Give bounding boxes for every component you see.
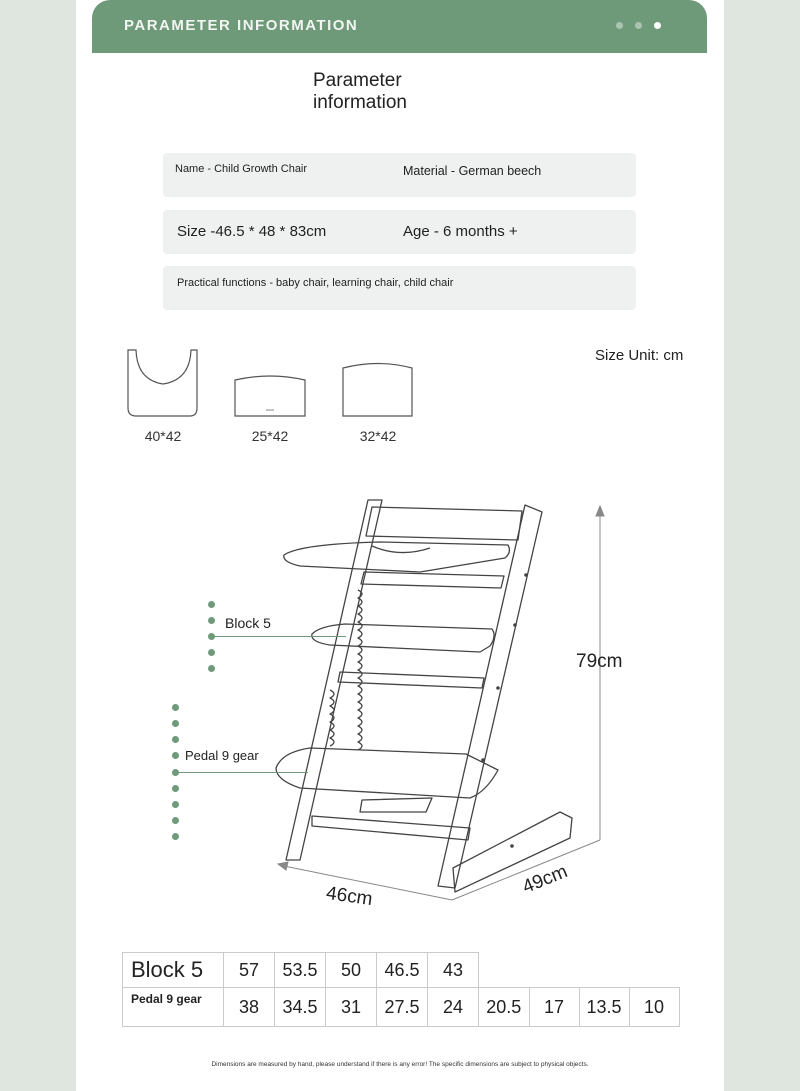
- table-row: [123, 953, 680, 988]
- block-callout-label: Block 5: [225, 615, 271, 631]
- param-name: Name - Child Growth Chair: [175, 163, 308, 175]
- tray-label-1: 40*42: [144, 428, 182, 444]
- pedal-marker-dot: [172, 736, 179, 743]
- table-cell: 13.5: [579, 988, 629, 1027]
- table-cell: 50: [326, 953, 377, 988]
- param-age: Age - 6 months +: [403, 223, 518, 240]
- width-dimension-label: 46cm: [324, 882, 374, 911]
- table-cell: 34.5: [275, 988, 326, 1027]
- gear-table: [122, 952, 680, 1027]
- param-material: Material - German beech: [403, 164, 542, 178]
- tray-label-2: 25*42: [251, 428, 289, 444]
- pedal-marker-dot: [172, 720, 179, 727]
- table-cell: 38: [224, 988, 275, 1027]
- table-cell: 43: [428, 953, 479, 988]
- pedal-marker-dot: [172, 704, 179, 711]
- block-marker-dot: [208, 601, 215, 608]
- pedal-callout-line: [176, 772, 308, 773]
- tray-icon-3: [343, 364, 412, 417]
- footnote: Dimensions are measured by hand, please understand if there is any error! The specific dimensions are subject to physical objects.: [211, 1061, 589, 1068]
- table-row-label: Pedal 9 gear: [123, 988, 224, 1027]
- table-cell: 57: [224, 953, 275, 988]
- table-cell: 53.5: [275, 953, 326, 988]
- table-cell: 46.5: [377, 953, 428, 988]
- pedal-callout-label: Pedal 9 gear: [185, 748, 259, 763]
- block-marker-dot: [208, 665, 215, 672]
- pedal-marker-dot: [172, 801, 179, 808]
- table-cell: 31: [326, 988, 377, 1027]
- table-row: [123, 988, 680, 1027]
- header-title: PARAMETER INFORMATION: [124, 17, 359, 34]
- block-marker-dot: [208, 649, 215, 656]
- table-cell: 17: [529, 988, 579, 1027]
- pedal-marker-dot: [172, 817, 179, 824]
- table-cell: 10: [629, 988, 679, 1027]
- depth-dimension-label: 49cm: [519, 861, 571, 898]
- table-cell: 24: [428, 988, 479, 1027]
- section-heading-line-1: Parameter: [313, 70, 402, 91]
- tray-icon-1: [128, 350, 197, 416]
- block-marker-dot: [208, 617, 215, 624]
- block-callout-line: [212, 636, 346, 637]
- pedal-marker-dot: [172, 785, 179, 792]
- table-cell: 27.5: [377, 988, 428, 1027]
- size-unit-label: Size Unit: cm: [595, 347, 684, 364]
- param-size: Size -46.5 * 48 * 83cm: [177, 223, 327, 240]
- table-cell: 20.5: [479, 988, 530, 1027]
- chair-drawing: [276, 500, 572, 892]
- pedal-marker-dot: [172, 833, 179, 840]
- table-row-label: Block 5: [123, 953, 224, 988]
- height-dimension-label: 79cm: [576, 651, 623, 672]
- pedal-marker-dot: [172, 752, 179, 759]
- section-heading-line-2: information: [313, 92, 407, 113]
- param-functions: Practical functions - baby chair, learning chair, child chair: [177, 277, 454, 289]
- tray-label-3: 32*42: [359, 428, 397, 444]
